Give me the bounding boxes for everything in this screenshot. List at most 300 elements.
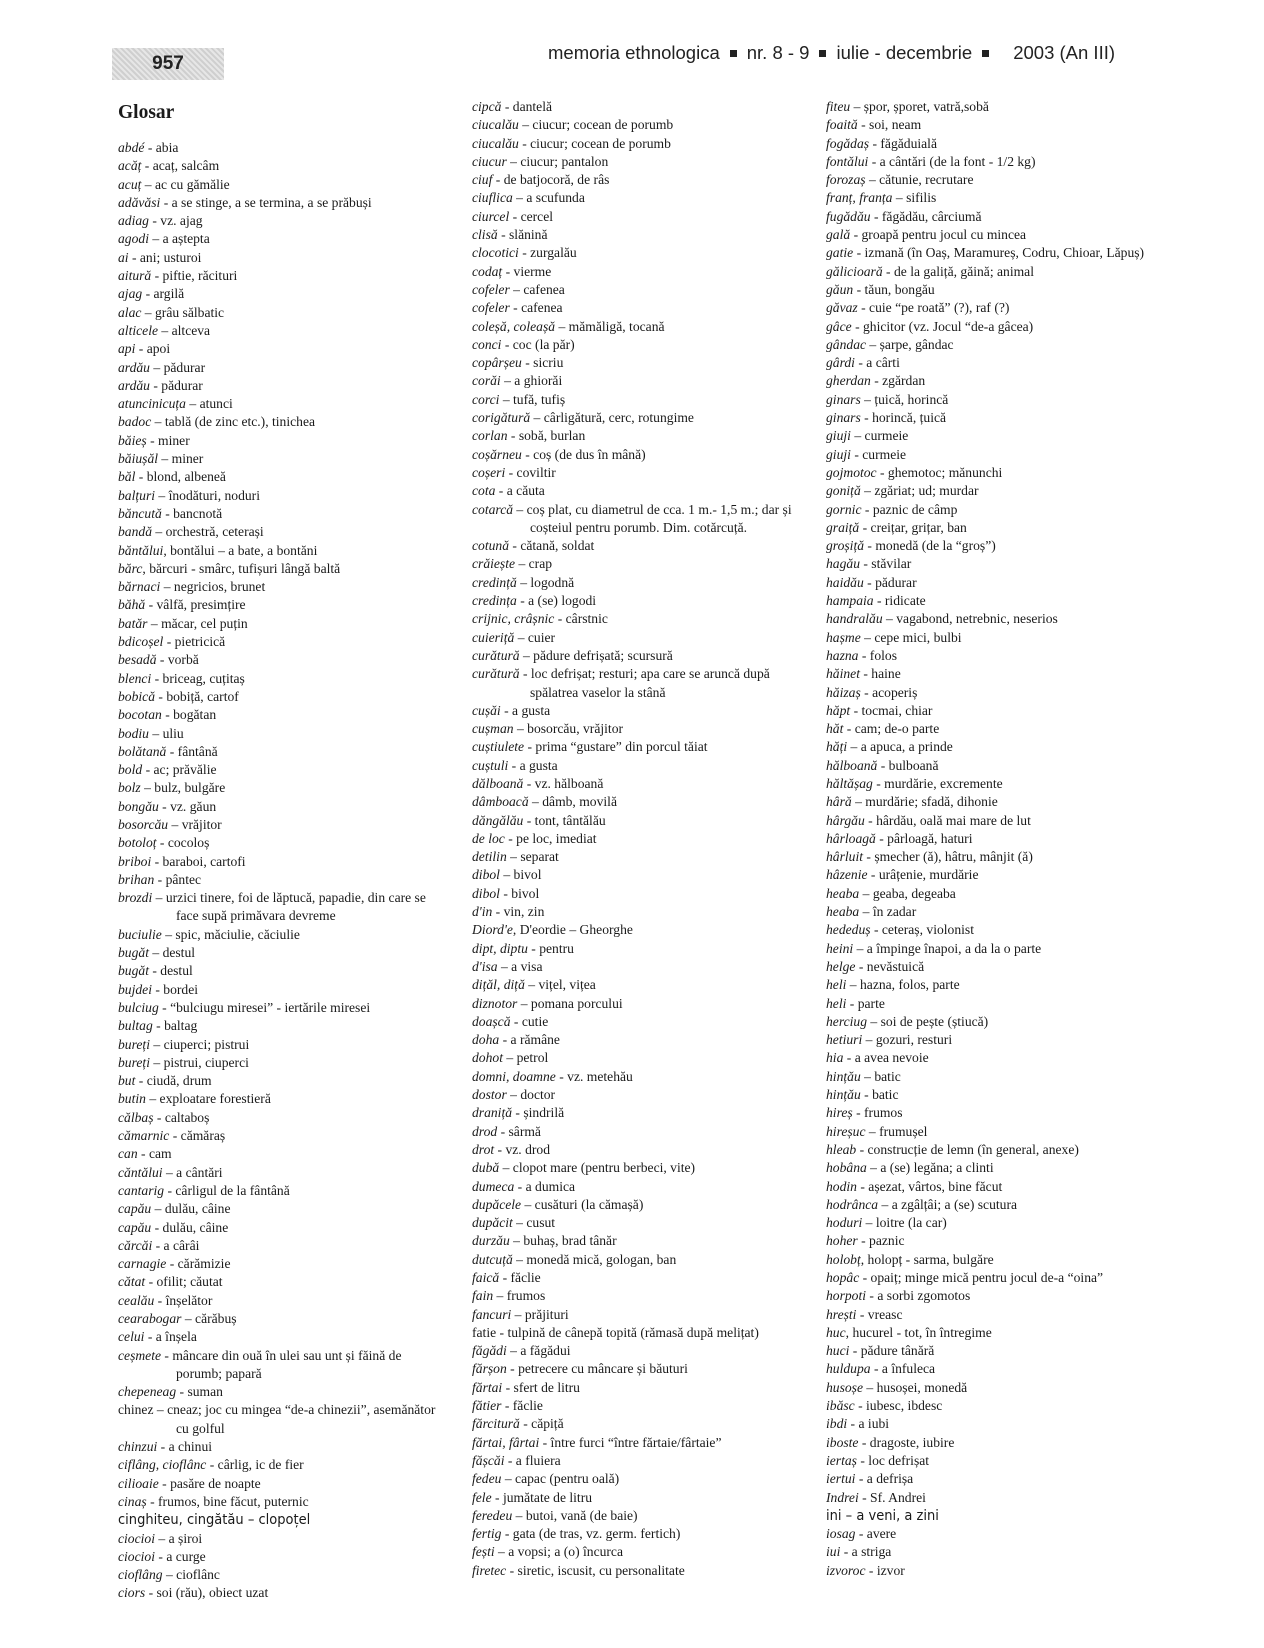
glossary-entry — [472, 409, 792, 427]
glossary-entry — [118, 322, 436, 340]
glossary-entry — [472, 1232, 792, 1250]
glossary-definition: – ac cu gămălie — [141, 176, 230, 192]
glossary-term: giuji — [826, 446, 851, 462]
glossary-term: fătier — [472, 1398, 502, 1414]
glossary-term: d'in — [472, 904, 493, 920]
glossary-term: fiteu — [826, 99, 851, 114]
glossary-entry — [118, 1164, 436, 1182]
glossary-term: capău — [118, 1201, 152, 1217]
glossary-definition: - bulboană — [877, 757, 939, 773]
glossary-entry — [118, 981, 436, 999]
glossary-definition: - argilă — [142, 286, 185, 302]
glossary-definition: – cioflânc — [162, 1567, 220, 1583]
glossary-definition: - ghicitor (vz. Jocul “de-a gâcea) — [851, 318, 1034, 334]
glossary-entry — [826, 848, 1166, 866]
glossary-entry — [826, 921, 1166, 939]
glossary-term: bosorcău — [118, 816, 169, 832]
glossary-entry — [472, 1141, 792, 1159]
glossary-term: huldupa — [826, 1361, 871, 1377]
glossary-entry — [472, 720, 792, 738]
glossary-definition: – frumos — [493, 1288, 546, 1304]
glossary-entry — [826, 1068, 1166, 1086]
glossary-entry — [472, 1525, 792, 1543]
glossary-entry — [118, 578, 436, 596]
glossary-definition: - paznic — [857, 1233, 905, 1249]
glossary-term: holobț — [826, 1251, 861, 1267]
glossary-definition: - pietricică — [163, 634, 226, 650]
glossary-entry — [118, 176, 436, 194]
glossary-entry — [118, 633, 436, 651]
glossary-term: cantarig — [118, 1182, 165, 1198]
glossary-definition: – altceva — [158, 322, 211, 338]
glossary-term: hăți — [826, 739, 848, 755]
glossary-term: hălboană — [826, 757, 878, 773]
glossary-term: corăi — [472, 373, 501, 389]
glossary-term: acuț — [118, 176, 142, 192]
glossary-definition: - mâncare din ouă în ulei sau unt și făină de porumb; papară — [161, 1347, 402, 1381]
glossary-definition: – clopot mare (pentru berbeci, vite) — [499, 1160, 696, 1176]
glossary-definition: - hârdău, oală mai mare de lut — [864, 812, 1031, 828]
glossary-term: capău — [118, 1219, 152, 1235]
glossary-term: hințău — [826, 1087, 861, 1103]
glossary-term: hireșuc — [826, 1123, 866, 1139]
glossary-entry — [472, 665, 792, 702]
glossary-term: d'isa — [472, 958, 498, 974]
glossary-definition: – vagabond, netrebnic, neserios — [882, 611, 1058, 627]
glossary-term: băhă — [118, 597, 146, 613]
glossary-definition: - a cârâi — [152, 1237, 200, 1253]
glossary-entry — [472, 1507, 792, 1525]
glossary-definition: - stăvilar — [859, 556, 912, 572]
glossary-entry — [118, 1493, 436, 1511]
glossary-definition: - vz. hălboană — [523, 775, 604, 791]
glossary-entry — [472, 427, 792, 445]
glossary-entry — [826, 720, 1166, 738]
glossary-entry — [472, 1434, 792, 1452]
glossary-entry — [826, 1013, 1166, 1031]
glossary-entry — [472, 1013, 792, 1031]
glossary-definition: – a (se) legăna; a clinti — [866, 1160, 994, 1176]
glossary-term: cioflâng — [118, 1567, 163, 1583]
glossary-entry — [826, 629, 1166, 647]
glossary-term: agodi — [118, 231, 149, 247]
glossary-entry — [118, 249, 436, 267]
glossary-entry — [118, 523, 436, 541]
glossary-definition: - apoi — [135, 341, 171, 357]
glossary-term: cofeler — [472, 281, 510, 297]
glossary-definition: - ghemotoc; mănunchi — [876, 464, 1003, 480]
glossary-entry — [118, 1584, 436, 1602]
glossary-term: doașcă — [472, 1013, 511, 1029]
glossary-definition: – dâmb, movilă — [528, 794, 617, 810]
glossary-definition: – miner — [158, 451, 204, 467]
glossary-definition: - a cântări (de la font - 1/2 kg) — [868, 153, 1036, 169]
glossary-term: ciocioi — [118, 1530, 155, 1546]
glossary-term: cușăi — [472, 702, 501, 718]
glossary-definition: - căpiță — [519, 1416, 564, 1432]
glossary-definition: – a visa — [497, 958, 543, 974]
glossary-term: iboste — [826, 1434, 859, 1450]
glossary-term: băntălui — [118, 542, 164, 558]
glossary-entry — [472, 885, 792, 903]
glossary-entry — [472, 647, 792, 665]
glossary-term: durzău — [472, 1233, 510, 1249]
glossary-definition: – geaba, degeaba — [859, 885, 956, 901]
glossary-entry — [472, 1342, 792, 1360]
glossary-entry — [826, 98, 1166, 116]
glossary-definition: - vz. drod — [494, 1141, 551, 1157]
glossary-definition: – cusături (la cămașă) — [521, 1196, 644, 1212]
glossary-term: atuncinicuța — [118, 396, 186, 412]
glossary-term: briboi — [118, 853, 152, 869]
glossary-entry — [472, 958, 792, 976]
glossary-term: fatie — [472, 1324, 497, 1340]
glossary-definition: - sobă, burlan — [507, 428, 586, 444]
glossary-entry — [118, 487, 436, 505]
glossary-entry — [118, 926, 436, 944]
glossary-definition: - caltaboș — [153, 1109, 210, 1125]
glossary-term: clisă — [472, 227, 498, 243]
glossary-term: cușman — [472, 721, 514, 737]
glossary-definition: - ciudă, drum — [135, 1073, 212, 1089]
glossary-term: hăizaș — [826, 684, 861, 700]
glossary-entry — [826, 903, 1166, 921]
glossary-entry — [118, 1328, 436, 1346]
glossary-definition: - dulău, câine — [151, 1219, 229, 1235]
glossary-term: dâmboacă — [472, 794, 529, 810]
glossary-term: Diord'e — [472, 922, 513, 938]
glossary-definition: - vâlfă, presimțire — [145, 597, 246, 613]
glossary-definition: – spic, măciulie, căciulie — [161, 926, 300, 942]
glossary-entry — [118, 706, 436, 724]
glossary-entry — [472, 1360, 792, 1378]
glossary-definition: - paznic de câmp — [861, 501, 958, 517]
glossary-definition: - cercel — [509, 208, 554, 224]
glossary-term: bugăt — [118, 963, 149, 979]
glossary-term: bureți — [118, 1036, 150, 1052]
glossary-term: băiușăl — [118, 451, 159, 467]
glossary-definition: - pârloagă, haturi — [875, 830, 973, 846]
glossary-definition: - pădure tânără — [849, 1343, 935, 1359]
glossary-entry — [826, 684, 1166, 702]
glossary-definition: - pădurar — [863, 574, 917, 590]
glossary-term: can — [118, 1146, 138, 1162]
glossary-entry — [118, 1182, 436, 1200]
glossary-term: ceșmete — [118, 1347, 162, 1363]
glossary-definition: - cuie “pe roată” (?), raf (?) — [857, 300, 1010, 316]
glossary-entry — [826, 1178, 1166, 1196]
glossary-entry — [472, 1086, 792, 1104]
glossary-entry — [826, 482, 1166, 500]
glossary-definition: - opaiț; minge mică pentru jocul de-a “oina” — [859, 1270, 1104, 1285]
glossary-entry — [826, 446, 1166, 464]
glossary-term: fedeu — [472, 1471, 502, 1487]
glossary-definition: - a înfuleca — [870, 1361, 936, 1377]
glossary-term: buciulie — [118, 926, 162, 942]
glossary-entry — [826, 1214, 1166, 1232]
glossary-definition: - acoperiș — [860, 684, 918, 700]
glossary-term: helge — [826, 958, 856, 974]
glossary-entry — [118, 853, 436, 871]
glossary-entry — [118, 505, 436, 523]
glossary-definition: – cărăbuș — [181, 1311, 237, 1326]
glossary-entry — [472, 336, 792, 354]
glossary-entry — [826, 995, 1166, 1013]
glossary-definition: – gozuri, resturi — [862, 1032, 953, 1048]
glossary-entry — [472, 903, 792, 921]
glossary-definition: - blond, albeneă — [135, 469, 226, 485]
glossary-definition: - pântec — [154, 871, 202, 887]
glossary-entry — [826, 555, 1166, 573]
glossary-entry — [472, 153, 792, 171]
separator-square-icon — [730, 50, 737, 57]
glossary-entry — [118, 798, 436, 816]
glossary-entry — [118, 157, 436, 175]
glossary-term: fertig — [472, 1526, 502, 1542]
glossary-entry — [118, 1145, 436, 1163]
glossary-term: goniță — [826, 483, 861, 499]
glossary-term: hașme — [826, 629, 861, 645]
glossary-definition: – monedă mică, gologan, ban — [512, 1251, 677, 1267]
glossary-entry — [826, 281, 1166, 299]
glossary-definition: - groapă pentru jocul cu mincea — [850, 227, 1027, 243]
glossary-entry — [826, 592, 1166, 610]
glossary-entry — [826, 537, 1166, 555]
glossary-entry — [472, 281, 792, 299]
glossary-term: ardău — [118, 377, 150, 393]
glossary-term: husoșe — [826, 1379, 864, 1395]
glossary-term: badoc — [118, 414, 152, 430]
glossary-definition: - cârstnic — [554, 611, 608, 627]
glossary-term: gândac — [826, 336, 867, 352]
glossary-entry — [826, 1543, 1166, 1561]
glossary-term: călbaș — [118, 1109, 154, 1125]
glossary-entry — [826, 208, 1166, 226]
glossary-term: cămarnic — [118, 1128, 170, 1144]
glossary-definition: – coș plat, cu diametrul de cca. 1 m.- 1,5 m.; dar și coșteiul pentru porumb. Dim. cotărcuță. — [513, 501, 792, 535]
glossary-definition: – husoșei, monedă — [863, 1379, 968, 1395]
glossary-entry — [118, 1219, 436, 1237]
glossary-term: fășcăi — [472, 1452, 505, 1468]
glossary-term: gălicioară — [826, 263, 883, 279]
glossary-definition: - pentru — [527, 940, 574, 956]
running-header — [548, 42, 1148, 64]
glossary-entry — [826, 830, 1166, 848]
glossary-term: hededuș — [826, 922, 871, 938]
glossary-definition: - șindrilă — [512, 1105, 565, 1121]
glossary-definition: - pădurar — [149, 377, 203, 393]
glossary-term: iertui — [826, 1471, 856, 1487]
glossary-term: gâce — [826, 318, 852, 334]
glossary-definition: – murdărie; sfadă, dihonie — [851, 794, 998, 810]
glossary-definition: – a șiroi — [155, 1530, 203, 1546]
glossary-entry — [826, 738, 1166, 756]
glossary-entry — [826, 409, 1166, 427]
glossary-term: butin — [118, 1091, 146, 1107]
glossary-entry — [826, 1489, 1166, 1507]
glossary-term: botoloț — [118, 835, 157, 851]
glossary-entry — [472, 116, 792, 134]
glossary-entry — [826, 153, 1166, 171]
glossary-entry — [826, 1031, 1166, 1049]
glossary-term: carnagie — [118, 1256, 167, 1272]
glossary-definition: - ani; usturoi — [128, 249, 202, 265]
glossary-term: ciucur — [472, 153, 507, 169]
glossary-definition: - așezat, vârtos, bine făcut — [856, 1178, 1003, 1194]
glossary-entry — [826, 1086, 1166, 1104]
glossary-definition: - bancnotă — [161, 505, 223, 521]
glossary-definition: - izvor — [865, 1562, 905, 1578]
glossary-definition: – în zadar — [859, 904, 917, 920]
glossary-definition: - izmană (în Oaș, Maramureș, Codru, Chioar, Lăpuș) — [853, 245, 1145, 261]
glossary-entry — [118, 725, 436, 743]
glossary-definition: - cămăraș — [169, 1128, 226, 1144]
glossary-term: dumeca — [472, 1178, 515, 1194]
glossary-entry — [472, 372, 792, 390]
glossary-term: cilioaie — [118, 1475, 159, 1491]
glossary-term: bărc — [118, 560, 143, 576]
glossary-entry — [472, 848, 792, 866]
glossary-term: ginars — [826, 391, 861, 407]
glossary-definition: – urzici tinere, foi de lăptucă, papadie, din care se face supă primăvara devreme — [152, 890, 426, 924]
glossary-term: Indrei — [826, 1489, 859, 1505]
glossary-term: giuji — [826, 428, 851, 444]
glossary-entry — [472, 1196, 792, 1214]
glossary-term: hârgău — [826, 812, 865, 828]
glossary-definition: – petrol — [502, 1050, 549, 1066]
glossary-entry — [118, 139, 436, 157]
glossary-term: hetiuri — [826, 1032, 863, 1048]
glossary-definition: - avere — [855, 1526, 897, 1542]
glossary-definition: – a zgâlțâi; a (se) scutura — [878, 1196, 1018, 1212]
glossary-term: băncută — [118, 505, 162, 521]
glossary-term: abdé — [118, 140, 145, 155]
glossary-definition: - nevăstuică — [855, 958, 925, 974]
glossary-term: gală — [826, 227, 851, 243]
glossary-definition: - sfert de litru — [502, 1379, 580, 1395]
glossary-term: fești — [472, 1544, 495, 1560]
glossary-term: ciuf — [472, 172, 493, 188]
glossary-term: groșiță — [826, 538, 865, 554]
glossary-entry — [118, 1475, 436, 1493]
glossary-definition: – sifilis — [892, 190, 937, 206]
glossary-entry — [472, 775, 792, 793]
glossary-entry — [826, 1342, 1166, 1360]
glossary-definition: – mămăligă, tocană — [555, 318, 665, 334]
glossary-definition: - cârlig, ic de fier — [206, 1457, 304, 1473]
glossary-term: dohot — [472, 1050, 503, 1066]
glossary-entry — [118, 1530, 436, 1548]
glossary-definition: - cătană, soldat — [509, 538, 595, 554]
glossary-term: detilin — [472, 849, 507, 865]
glossary-definition: - acaț, salcâm — [141, 158, 220, 174]
glossary-term: clocotici — [472, 245, 519, 261]
glossary-term: bolătană — [118, 743, 167, 759]
glossary-definition: - a sorbi zgomotos — [866, 1288, 971, 1304]
glossary-entry — [472, 812, 792, 830]
glossary-term: balțuri — [118, 487, 156, 503]
glossary-term: huc — [826, 1324, 846, 1340]
glossary-term: heli — [826, 977, 847, 993]
glossary-term: fărtai, fârtai — [472, 1434, 540, 1450]
glossary-entry — [472, 592, 792, 610]
glossary-entry — [826, 1159, 1166, 1177]
glossary-term: găvaz — [826, 300, 858, 316]
glossary-definition: – vițel, vițea — [524, 977, 596, 993]
glossary-definition: – capac (pentru oală) — [501, 1471, 620, 1487]
glossary-entry — [118, 1054, 436, 1072]
glossary-entry — [472, 135, 792, 153]
glossary-entry — [826, 1196, 1166, 1214]
glossary-entry — [826, 226, 1166, 244]
glossary-definition: – crap — [515, 556, 553, 572]
glossary-definition: - bogătan — [161, 707, 217, 723]
glossary-entry — [826, 1360, 1166, 1378]
glossary-entry — [118, 212, 436, 230]
glossary-term: herciug — [826, 1013, 868, 1029]
glossary-definition: – măcar, cel puțin — [147, 615, 248, 631]
glossary-definition: – ciucur; cocean de porumb — [518, 117, 674, 133]
glossary-definition: – bosorcău, vrăjitor — [513, 721, 624, 737]
glossary-definition: - a (se) logodi — [516, 593, 597, 609]
glossary-definition: , holopț - sarma, bulgăre — [860, 1251, 994, 1267]
glossary-entry — [118, 432, 436, 450]
glossary-definition: - a gusta — [500, 702, 551, 718]
glossary-entry — [472, 1123, 792, 1141]
glossary-entry — [472, 702, 792, 720]
glossary-definition: - a gusta — [508, 757, 558, 773]
glossary-term: hodin — [826, 1178, 857, 1194]
glossary-term: crijnic, crâșnic — [472, 611, 555, 627]
glossary-term: batăr — [118, 615, 148, 631]
glossary-term: dăngălău — [472, 812, 524, 828]
glossary-entry — [826, 1049, 1166, 1067]
glossary-definition: - cam — [137, 1146, 172, 1162]
glossary-definition: - a chinui — [157, 1439, 213, 1455]
glossary-definition: – buhaș, brad tânăr — [509, 1233, 617, 1249]
glossary-definition: - batic — [860, 1087, 899, 1103]
glossary-entry — [118, 340, 436, 358]
glossary-definition: - ciucur; cocean de porumb — [518, 135, 671, 151]
glossary-definition: – cătunie, recrutare — [865, 172, 974, 188]
glossary-entry — [472, 98, 792, 116]
glossary-definition: - siretic, iscusit, cu personalitate — [506, 1562, 685, 1578]
glossary-term: ciflâng, cioflânc — [118, 1457, 207, 1473]
glossary-term: hopâc — [826, 1270, 860, 1285]
glossary-entry — [826, 501, 1166, 519]
glossary-definition: – cârligătură, cerc, rotungime — [530, 410, 694, 426]
glossary-definition: – dulău, câine — [151, 1201, 231, 1217]
glossary-entry — [826, 958, 1166, 976]
glossary-entry — [118, 450, 436, 468]
glossary-definition: - vreasc — [856, 1306, 903, 1322]
glossary-entry — [118, 1511, 436, 1529]
glossary-entry — [472, 391, 792, 409]
glossary-term: cărcăi — [118, 1237, 153, 1253]
glossary-definition: - piftie, răcituri — [151, 268, 238, 284]
glossary-entry — [826, 1434, 1166, 1452]
glossary-entry — [118, 230, 436, 248]
glossary-term: brihan — [118, 871, 155, 887]
glossary-definition: – frumușel — [865, 1123, 928, 1139]
glossary-entry — [118, 1237, 436, 1255]
glossary-definition: - monedă (de la “groș”) — [864, 538, 996, 554]
glossary-definition: – bivol — [499, 867, 542, 883]
glossary-entry — [826, 1379, 1166, 1397]
glossary-term: horpoti — [826, 1288, 867, 1304]
glossary-definition: – grâu sălbatic — [141, 304, 225, 320]
glossary-entry — [826, 189, 1166, 207]
